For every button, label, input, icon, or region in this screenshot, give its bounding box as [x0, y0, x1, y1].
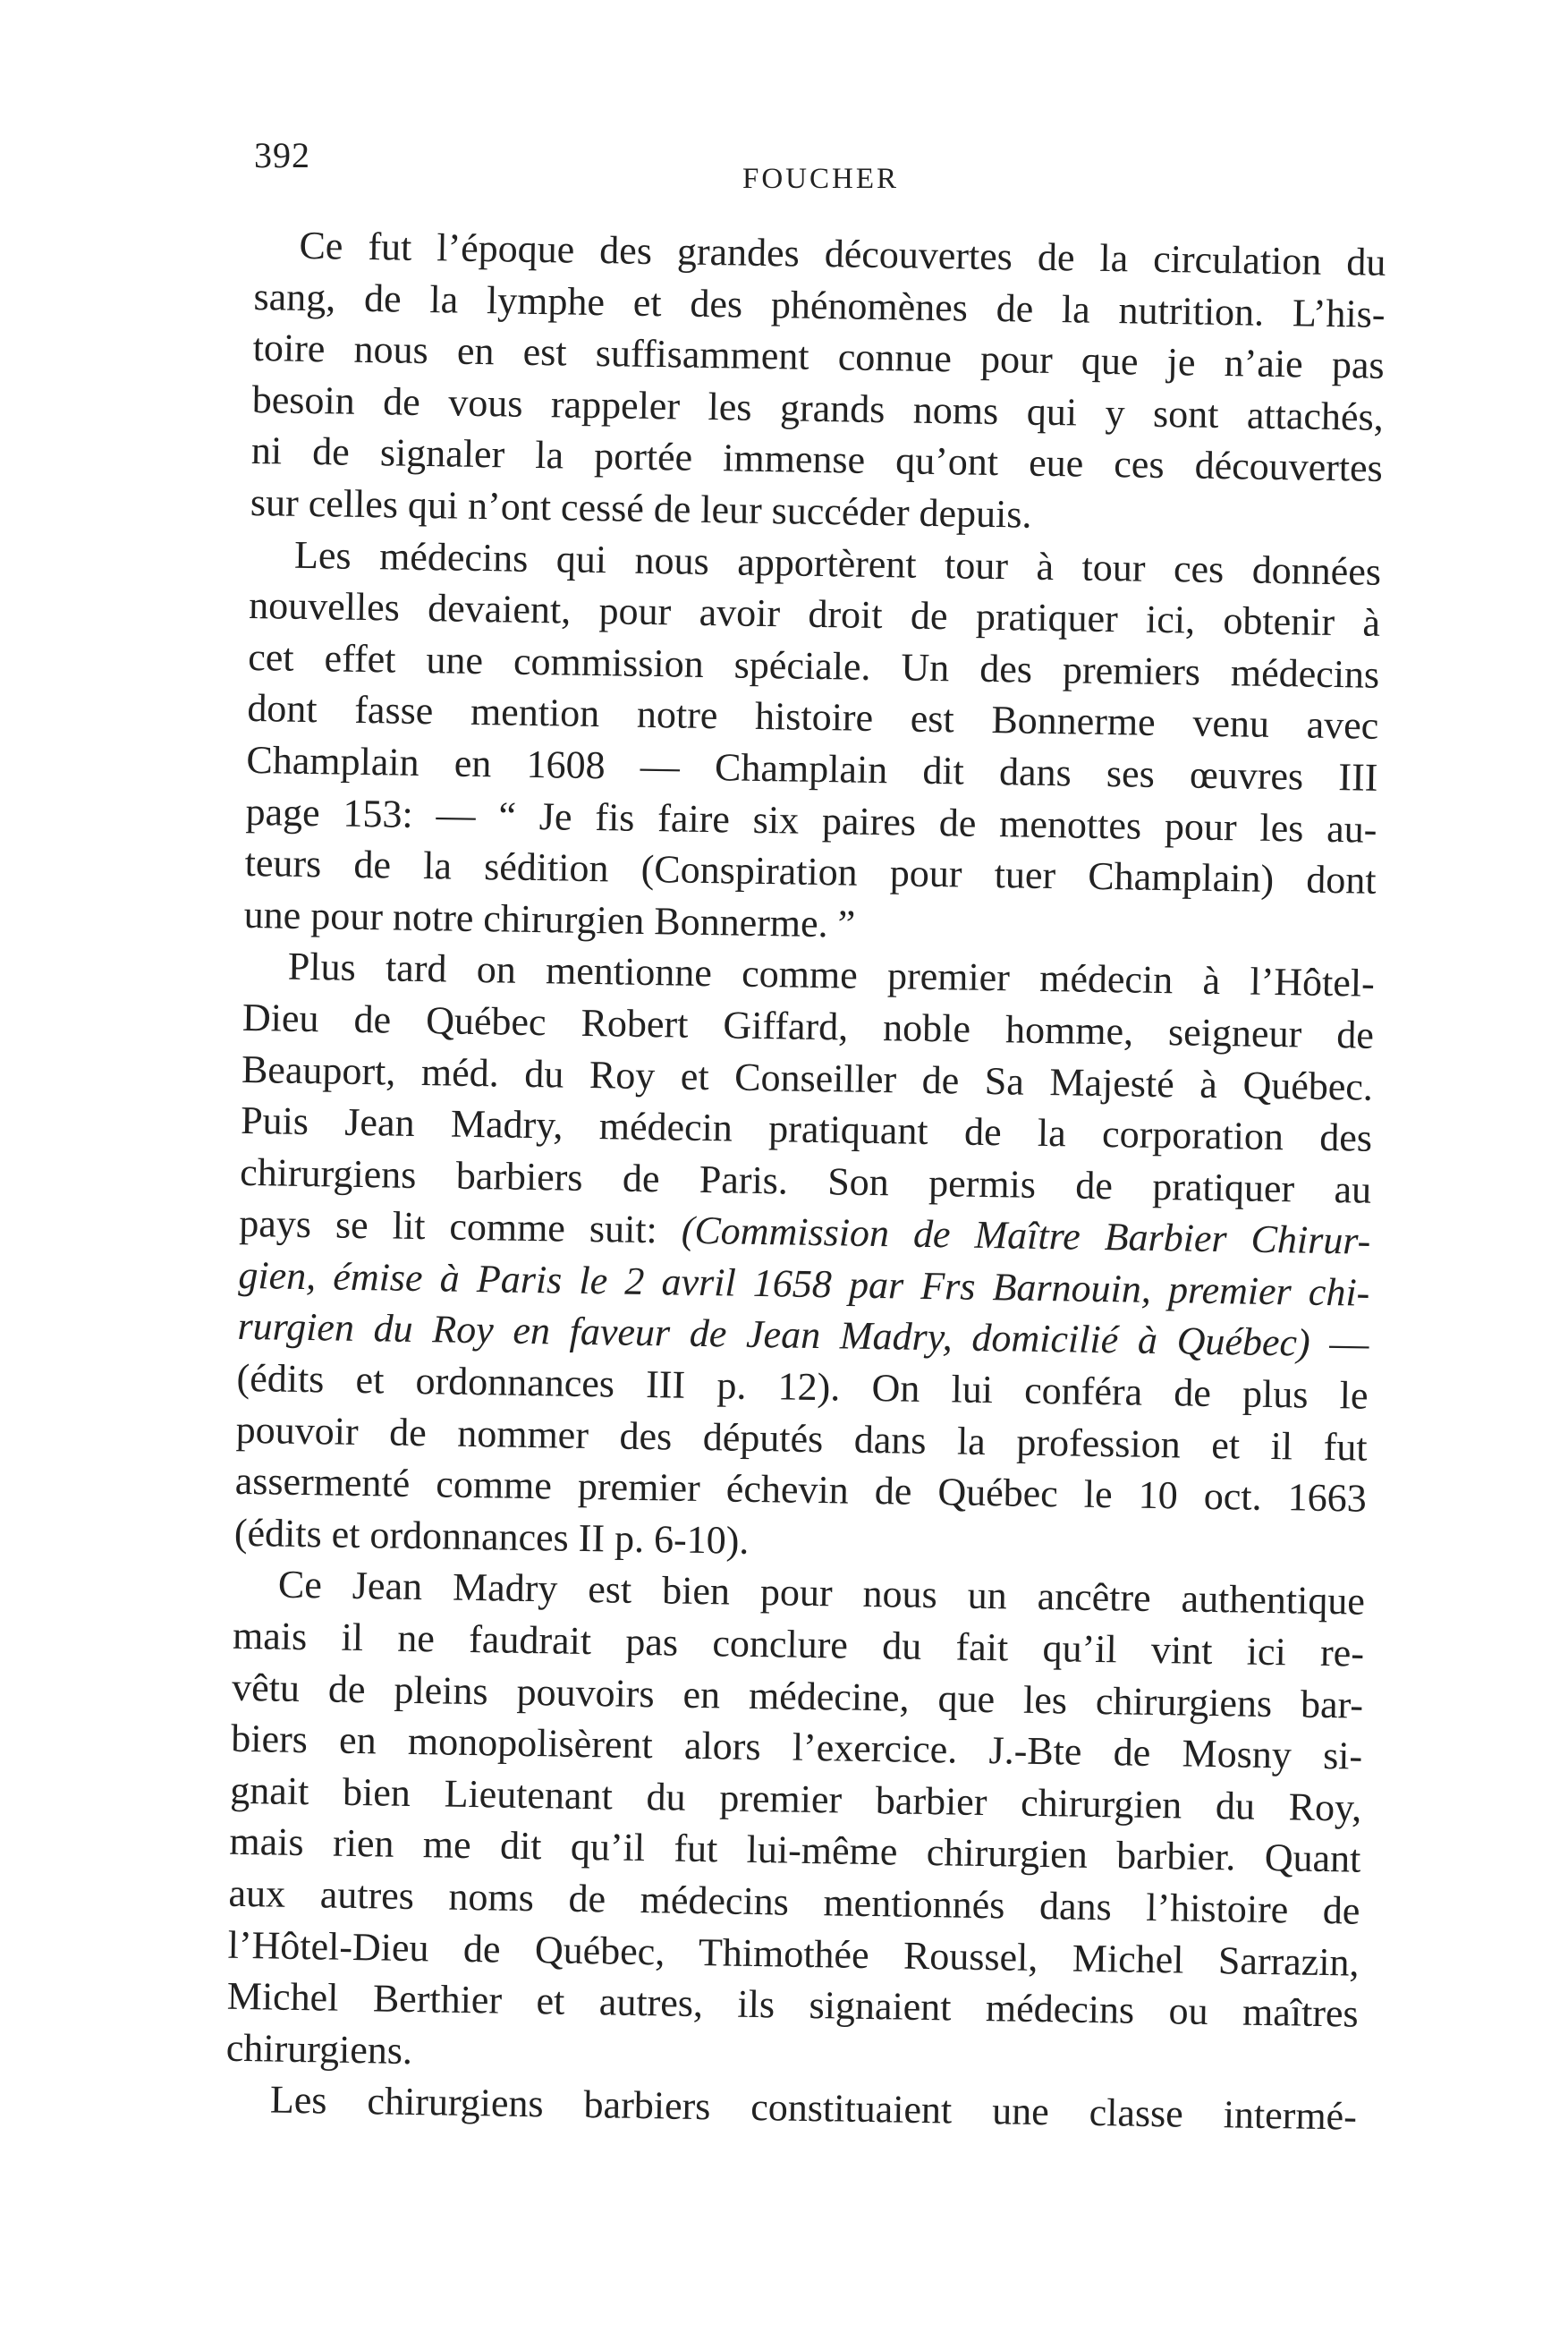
text-line: pouvoir de nommer des députés dans la profession et il fut [235, 1407, 1368, 1470]
text-line: sur celles qui n’ont cessé de leur succéder depuis. [250, 479, 1032, 537]
running-head: FOUCHER [742, 163, 900, 195]
text-line: gien, émise à Paris le 2 avril 1658 par Frs Barnouin, premier chi- [238, 1252, 1370, 1315]
text-line: Beauport, méd. du Roy et Conseiller de Sa Majesté à Québec. [241, 1047, 1374, 1109]
text-line: l’Hôtel-Dieu de Québec, Thimothée Roussel, Michel Sarrazin, [227, 1922, 1360, 1985]
text-line: Michel Berthier et autres, ils signaient médecins ou maîtres [226, 1973, 1360, 2036]
text-line: chirurgiens barbiers de Paris. Son permis de pratiquer au [239, 1149, 1372, 1212]
text-line: chirurgiens. [225, 2025, 413, 2073]
text-line: (édits et ordonnances III p. 12). On lui conféra de plus le [236, 1355, 1369, 1418]
text-line: Les chirurgiens barbiers constituaient une classe intermé- [269, 2077, 1358, 2139]
text-line: Dieu de Québec Robert Giffard, noble homme, seigneur de [242, 995, 1375, 1057]
text-line: ni de signaler la portée immense qu’ont eue ces découvertes [250, 428, 1384, 491]
text-line: gnait bien Lieutenant du premier barbier chirurgien du Roy, [230, 1768, 1362, 1830]
text-line: (édits et ordonnances II p. 6-10). [233, 1510, 750, 1563]
text-line: page 153: — “ Je fis faire six paires de menottes pour les au- [245, 789, 1377, 852]
text-line: toire nous en est suffisamment connue pour que je n’aie pas [252, 326, 1385, 388]
text-segment: pays se lit comme suit: [238, 1201, 658, 1252]
text-line: aux autres noms de médecins mentionnés dans l’histoire de [228, 1870, 1360, 1933]
text-line: biers en monopolisèrent alors l’exercice. J.-Bte de Mosny si- [230, 1717, 1363, 1778]
text-line: teurs de la sédition (Conspiration pour tuer Champlain) dont [244, 841, 1377, 903]
page-number: 392 [254, 135, 310, 175]
text-segment: — [1309, 1321, 1369, 1367]
body-text [225, 219, 1386, 2143]
text-line: dont fasse mention notre histoire est Bonnerme venu avec [247, 686, 1379, 749]
text-line: Puis Jean Madry, médecin pratiquant de la corporation des [240, 1098, 1373, 1160]
text-line: mais il ne faudrait pas conclure du fait qu’il vint ici re- [232, 1613, 1365, 1675]
italic-text: rurgien du Roy en faveur de Jean Madry, domicilié à Québec) [237, 1304, 1311, 1366]
text-line: Ce fut l’époque des grandes découvertes de la circulation du [299, 223, 1386, 284]
text-line: sang, de la lymphe et des phénomènes de la nutrition. L’his- [253, 274, 1386, 336]
italic-text: (Commission de Maître Barbier Chirur- [681, 1208, 1371, 1264]
text-line: Champlain en 1608 — Champlain dit dans ses œuvres III [246, 737, 1378, 800]
text-line: Plus tard on mentionne comme premier médecin à l’Hôtel- [287, 944, 1376, 1006]
text-line: assermenté comme premier échevin de Québec le 10 oct. 1663 [234, 1459, 1368, 1521]
text-line: Ce Jean Madry est bien pour nous un ancêtre authentique [277, 1563, 1366, 1624]
text-line: mais rien me dit qu’il fut lui-même chirurgien barbier. Quant [229, 1819, 1361, 1882]
text-line: Les médecins qui nous apportèrent tour à tour ces données [293, 532, 1382, 594]
text-line: besoin de vous rappeler les grands noms qui y sont attachés, [251, 377, 1385, 439]
text-line: cet effet une commission spéciale. Un des premiers médecins [247, 634, 1380, 697]
text-line: une pour notre chirurgien Bonnerme. ” [243, 892, 856, 946]
text-line: nouvelles devaient, pour avoir droit de pratiquer ici, obtenir à [248, 583, 1381, 645]
text-line: vêtu de pleins pouvoirs en médecine, que les chirurgiens bar- [231, 1665, 1364, 1727]
